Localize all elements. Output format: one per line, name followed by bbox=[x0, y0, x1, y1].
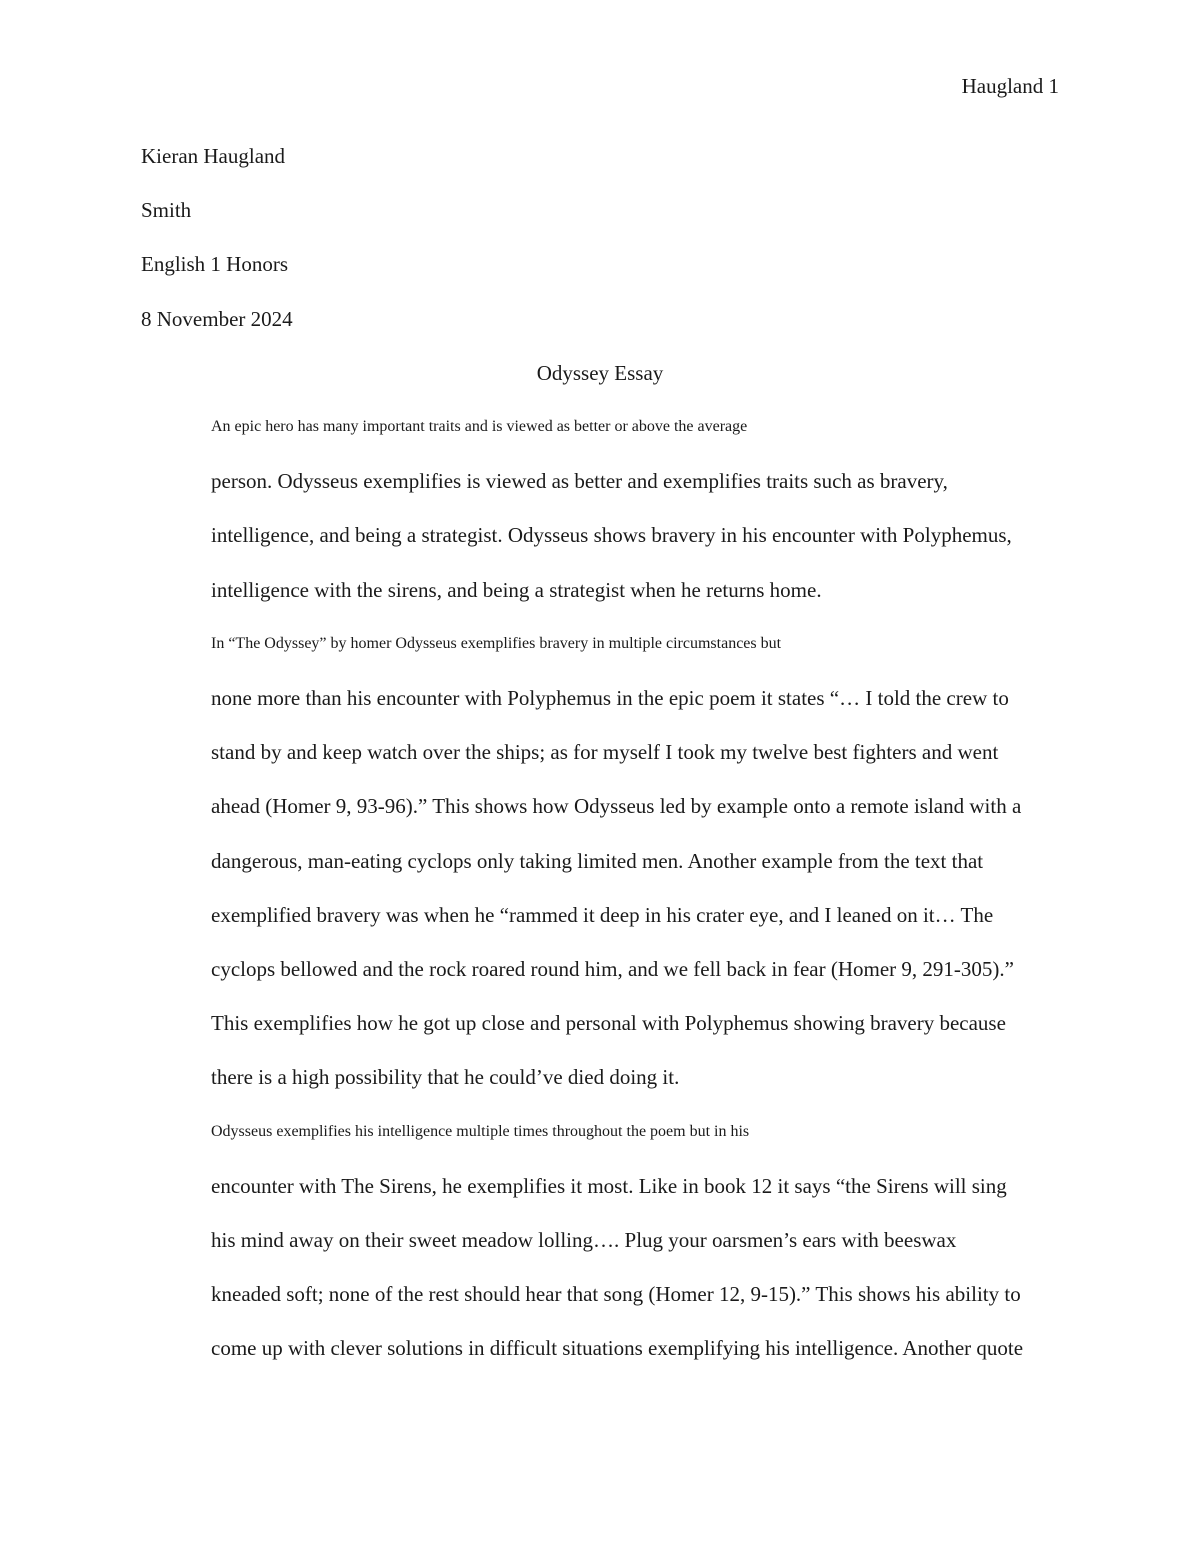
text-line: intelligence, and being a strategist. Odysseus shows bravery in his encounter with Polyphemus, bbox=[211, 523, 1012, 548]
essay-body bbox=[141, 129, 1059, 1376]
text-line: An epic hero has many important traits and is viewed as better or above the average bbox=[211, 417, 748, 435]
course-name: English 1 Honors bbox=[141, 252, 288, 277]
text-line: ahead (Homer 9, 93-96).” This shows how Odysseus led by example onto a remote island with a bbox=[211, 794, 1022, 819]
text-line: cyclops bellowed and the rock roared round him, and we fell back in fear (Homer 9, 291-305).” bbox=[211, 956, 1014, 981]
student-name: Kieran Haugland bbox=[141, 144, 286, 168]
text-line: dangerous, man-eating cyclops only taking limited men. Another example from the text that bbox=[211, 848, 984, 873]
essay-date: 8 November 2024 bbox=[141, 306, 293, 331]
text-line: kneaded soft; none of the rest should hear that song (Homer 12, 9-15).” This shows his ability to bbox=[211, 1282, 1021, 1307]
paragraph-intro bbox=[141, 400, 1059, 617]
text-line: In “The Odyssey” by homer Odysseus exemplifies bravery in multiple circumstances but bbox=[211, 634, 782, 652]
text-line: his mind away on their sweet meadow lolling…. Plug your oarsmen’s ears with beeswax bbox=[211, 1227, 957, 1252]
text-line: person. Odysseus exemplifies is viewed as better and exemplifies traits such as bravery, bbox=[211, 469, 948, 494]
text-line: exemplified bravery was when he “rammed it deep in his crater eye, and I leaned on it… The bbox=[211, 902, 994, 927]
text-line: This exemplifies how he got up close and personal with Polyphemus showing bravery because bbox=[211, 1011, 1006, 1036]
text-line: Odysseus exemplifies his intelligence multiple times throughout the poem but in his bbox=[211, 1122, 750, 1140]
text-line: none more than his encounter with Polyphemus in the epic poem it states “… I told the crew to bbox=[211, 685, 1009, 710]
text-line: encounter with The Sirens, he exemplifies it most. Like in book 12 it says “the Sirens will sing bbox=[211, 1173, 1007, 1198]
paragraph-bravery bbox=[141, 617, 1059, 1105]
essay-title: Odyssey Essay bbox=[536, 360, 664, 385]
text-line: there is a high possibility that he could’ve died doing it. bbox=[211, 1065, 680, 1090]
text-line: come up with clever solutions in difficult situations exemplifying his intelligence. Another quote bbox=[211, 1336, 1024, 1361]
running-head: Haugland 1 bbox=[961, 74, 1059, 98]
text-line: stand by and keep watch over the ships; as for myself I took my twelve best fighters and went bbox=[211, 740, 999, 765]
instructor-name: Smith bbox=[141, 198, 192, 223]
paragraph-intelligence bbox=[141, 1105, 1059, 1376]
text-line: intelligence with the sirens, and being a strategist when he returns home. bbox=[211, 577, 822, 602]
